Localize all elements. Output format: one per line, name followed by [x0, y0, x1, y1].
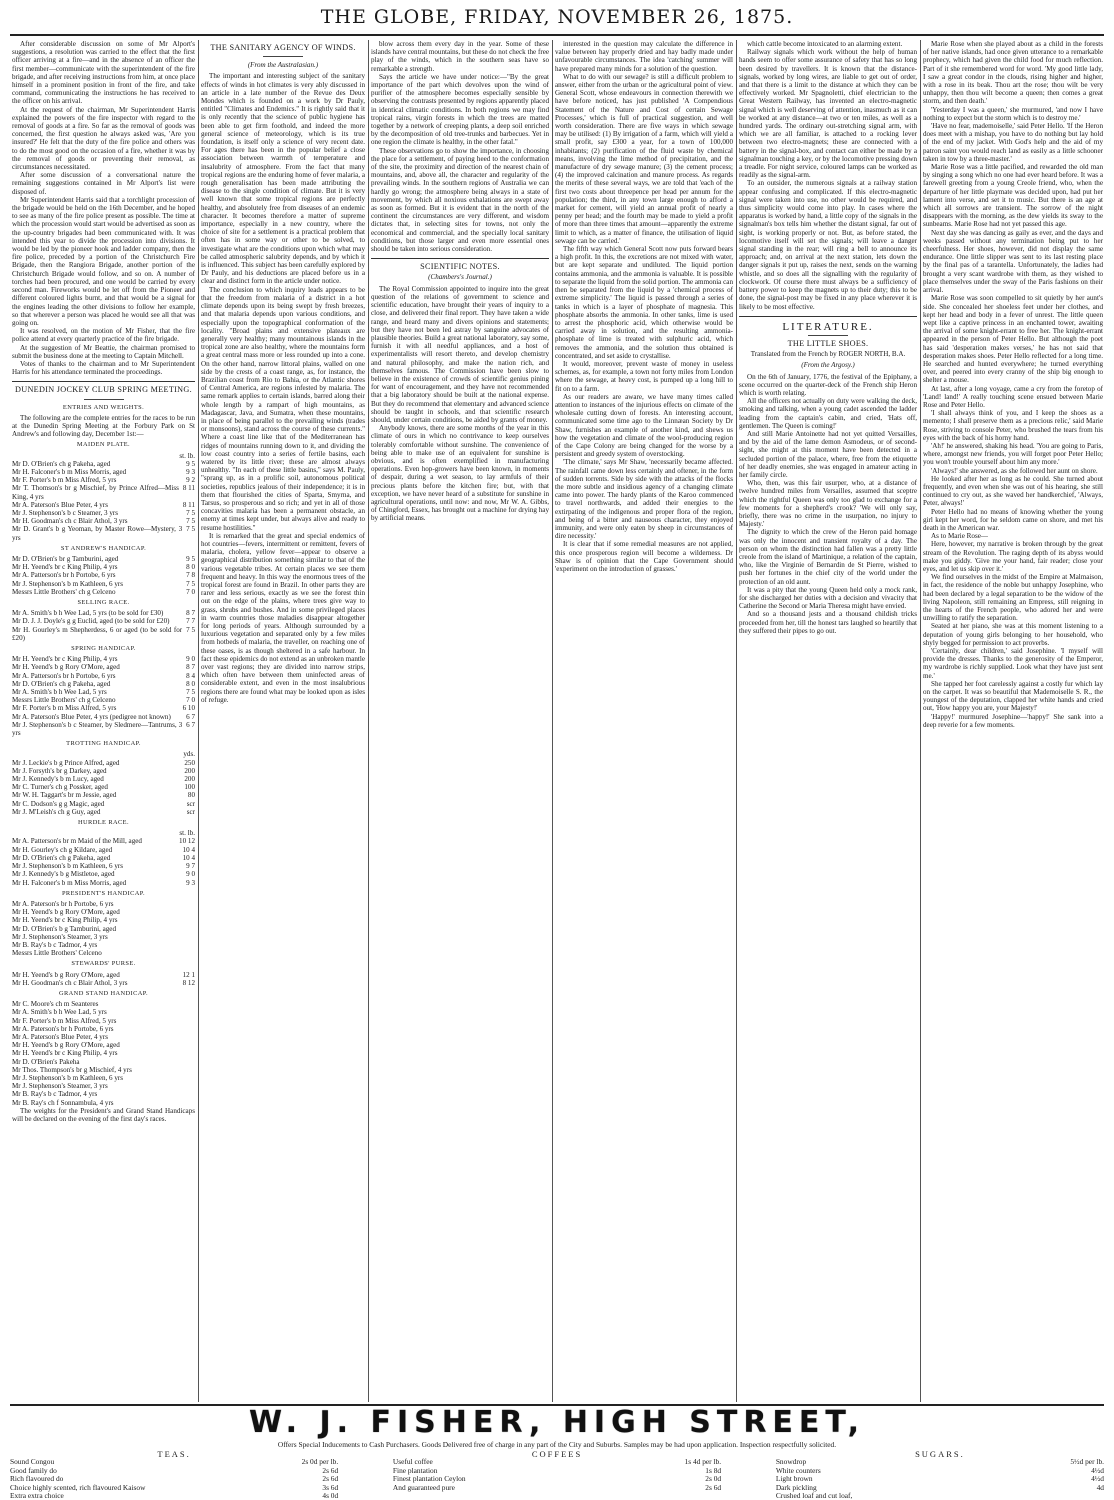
paragraph: 'Yesterday I was a queen,' she murmured, 'and now I have nothing to expect but the storm which is to destroy me.' [923, 105, 1103, 122]
entry-row [12, 713, 195, 721]
entry-name: Mr H. Yeend's br c King Philip, 4 yrs [12, 563, 118, 572]
column-6 [923, 40, 1103, 1402]
teas-heading: TEAS. [157, 1449, 191, 1459]
entry-row: Mr J. Stephenson's Steamer, 3 yrs [12, 932, 108, 941]
paragraph: Votes of thanks to the chairman and to Mr Superintendent Harris for his attendance terminated the proceedings. [12, 359, 195, 377]
paragraph: The Royal Commission appointed to inquire into the great question of the relations of government to science and scientific education, have brought their years of inquiry to a close, and delivered their final report. They have taken a wide range, and heard many and divers opinions and statements; but they have not been led astray by sanguine advocates of plausible theories. Build a great national laboratory, say some, furnish it with all needful appliances, and a host of experimentalists will resort thereto, and develop chemistry and natural philosophy, and make the nation rich, and themselves famous. The Commission have been slow to believe in the existence of crowds of scientific genius pining for want of encouragement, and they have not recommended that a big laboratory should be built at the national expense. But they do recommend that elementary and advanced science should be taught in schools, and that scientific research should, under certain conditions, be aided by grants of money. [371, 284, 549, 424]
entry-value: 9 0 [186, 870, 195, 879]
entry-value: 8 7 [186, 609, 195, 618]
column-divider [368, 40, 369, 1402]
entry-row [12, 971, 195, 979]
entry-value: 4s 0d [322, 1491, 339, 1500]
entry-row: Messrs Little Brothers' Celceno [12, 949, 102, 958]
entry-name: Good family do [10, 1465, 57, 1475]
paragraph: Mr Superintendent Harris said that a torchlight procession of the brigade would be held on the 16th December, and he hoped to see as many of the fire police present as possible. The time at which the procession would start would be advertised as soon as the up-country brigades had been communicated with. It was intended this year to divide the procession into divisions. It would be led by the pioneer hook and ladder company, then the fire police, preceded by a portion of the Christchurch Fire Brigade, then the Rangiora Brigade, another portion of the Christchurch Brigade would follow, and so on. A number of torches had been procured, and one would be carried by every second man. Fireworks would be let off from the Pioneer and different coloured lights burnt, and that would be a signal for the engines leading the other divisions to follow her example, so that wherever a person was placed he would see all that was going on. [12, 195, 195, 327]
entry-row [12, 672, 195, 680]
section-rule [739, 316, 917, 317]
entry-name: Mr J. Stephenson's b m Kathleen, 6 yrs [12, 862, 124, 871]
entry-name: White counters [775, 1465, 821, 1475]
entry-value: 9 0 [186, 655, 195, 664]
entry-row: Mr A. Paterson's br h Portobe, 6 yrs [12, 1024, 114, 1033]
paragraph: Marie Rose was a little pacified, and rewarded the old man by singing a song which no one had ever heard before. It was a farewell greeting from a young Creole friend, who, when the departure of her little playmate was decided upon, had put her lament into verse, and set it to music. But there is an age at which all sorrows are transient. The sorrow of the night disappears with the morning, as the dew yields its sway to the sunbeams. Marie Rose had not yet passed this age. [923, 163, 1103, 229]
entry-row [12, 759, 195, 767]
fisher-advertisement [10, 1404, 1104, 1500]
entry-name: Mr D. O'Brien's ch g Pakeha, aged [12, 459, 111, 468]
entry-row [12, 979, 195, 987]
entry-name: Dark pickling [775, 1482, 817, 1492]
entry-row [776, 1458, 1104, 1466]
section-rule [12, 381, 195, 382]
entry-name: Mr A. Smith's b h Wee Lad, 5 yrs (to be sold for £30) [12, 609, 164, 618]
entry-name: Finest plantation Ceylon [392, 1474, 466, 1484]
entry-name: And guaranteed pure [392, 1482, 455, 1492]
entry-row [12, 688, 195, 696]
entry-name: Mr J. Stephenson's b c Steamer, by Sledmere—Tantrums, 3 yrs [12, 720, 183, 738]
paragraph: We find ourselves in the midst of the Empire at Malmaison, in fact, the residence of the noble but unhappy Josephine, who had been declared by a legal separation to be the widow of the living Napoleon, still remaining an Empress, still reigning in the hearts of the French people, who adored her and were unwilling to ratify the separation. [923, 573, 1103, 623]
entry-row: Mr J. Stephenson's b m Kathleen, 6 yrs [12, 1073, 124, 1082]
entry-name: Mr A. Patterson's br h Portobe, 6 yrs [12, 571, 116, 580]
short-rule [84, 399, 124, 400]
entry-row [12, 808, 195, 816]
entry-value: 7 0 [186, 587, 195, 596]
entry-value: 7 5 [186, 508, 195, 517]
entry-value: 6 7 [186, 712, 195, 721]
paragraph: It was resolved, on the motion of Mr Fisher, that the fire police attend at every quarterly practice of the fire brigade. [12, 327, 195, 344]
entry-name: Mr J. Leckie's b g Prince Alfred, aged [12, 758, 120, 767]
entry-value: 9 7 [186, 862, 195, 871]
entry-row [12, 767, 195, 775]
advertisement-tagline: Offers Special Inducements to Cash Purchasers. Goods Delivered free of charge in any part of the City and Suburbs. Samples may be had upon application. Inspection respectfully solicited. [277, 1440, 837, 1449]
grand-stand-heading: GRAND STAND HANDICAP. [58, 989, 149, 997]
entry-value: 8 4 [186, 671, 195, 680]
paragraph: 'Ah!' he answered, shaking his head. 'You are going to Paris, where, amongst new friends, you will forget poor Peter Hello; you won't trouble yourself about him any more.' [923, 441, 1103, 467]
paragraph: 'Have no fear, mademoiselle,' said Peter Hello. 'If the Heron does meet with a mishap, you have to do nothing but lay hold of the end of my jacket. With God's help and the aid of my patron saint you would reach land as easily as a little schooner taken in tow by a three-master.' [923, 122, 1103, 163]
spring-heading: SPRING HANDICAP. [71, 645, 136, 653]
trotting-heading: TROTTING HANDICAP. [66, 740, 141, 748]
selling-entries [12, 609, 195, 642]
entry-row [12, 571, 195, 579]
entry-name: Mr D. O'Brien's br g Tamburini, aged [12, 554, 119, 563]
presidents-heading: PRESIDENT'S HANDICAP. [61, 889, 146, 897]
entry-value: scr [186, 799, 195, 808]
entry-name: Snowdrop [775, 1457, 807, 1467]
entry-name: Mr A. Patterson's br m Maid of the Mill, aged [12, 837, 142, 846]
entry-value: 7 5 [186, 525, 195, 534]
entry-name: Mr A. Paterson's Blue Peter, 4 yrs [12, 500, 108, 509]
entry-row [776, 1467, 1104, 1475]
article-title: THE SANITARY AGENCY OF WINDS. [210, 43, 356, 52]
entry-row [12, 501, 195, 509]
column-5 [739, 40, 917, 1402]
entry-row [12, 846, 195, 854]
entry-row: Mr A. Smith's b h Wee Lad, 5 yrs [12, 1008, 107, 1017]
entry-row: Mr H. Yeend's b g Rory O'More, aged [12, 908, 120, 917]
paragraph: Marie Rose was soon compelled to sit quietly by her aunt's side. She concealed her shoeless feet under her clothes, and kept her head and body in a fever of unrest. The little queen wept like a captive princess in an enchanted tower, awaiting the arrival of some knight-errant to free her. The knight-errant appeared in the person of Peter Hello. But although the poet has said 'desperation makes verses,' he has not said that desperation makes shoes. Peter Hello reflected for a long time. He searched and hunted everywhere; he turned everything over, and peered into every cranny of the ship big enough to shelter a mouse. [923, 294, 1103, 385]
entry-row [10, 1458, 338, 1466]
entry-row [12, 617, 195, 625]
paragraph: And so a thousand jests and a thousand childish tricks proceeded from her, till the honest tars laughed so heartily that they suffered their pipes to go out. [739, 610, 917, 635]
entry-row [10, 1484, 338, 1492]
paragraph: 'Happy!' murmured Josephine—'happy!' She sank into a deep reverie for a few moments. [923, 712, 1103, 729]
paragraph: It is clear that if some remedial measures are not applied, this once prosperous region will become a wilderness. Dr Shaw is of opinion that the Cape Government should 'experiment on the introduction of grasses.' [555, 540, 733, 573]
entry-name: Mr H. Gourley's ch g Kildare, aged [12, 845, 113, 854]
entry-value: 10 4 [182, 845, 195, 854]
column-1 [12, 40, 195, 1402]
article-source: (From the Australasian.) [247, 61, 319, 70]
entry-row [12, 655, 195, 663]
entry-row: Mr F. Porter's b m Miss Alfred, 5 yrs [12, 1016, 117, 1025]
paragraph: 'Certainly, dear children,' said Josephine. 'I myself will provide the dresses. Thanks to the generosity of the Emperor, my wardrobe is richly supplied. Look what they have just sent me.' [923, 647, 1103, 680]
column-divider [920, 40, 921, 1402]
entry-row: Mr B. Ray's b c Tadmor, 4 yrs [12, 1090, 98, 1099]
paragraph: All the officers not actually on duty were walking the deck, smoking and talking, when a young cadet ascended the ladder leading from the captain's cabin, and cried, 'Hats off, gentlemen. The Queen is coming!' [739, 397, 917, 430]
maiden-plate-heading: MAIDEN PLATE. [76, 441, 131, 449]
entry-row: Mr C. Moore's ch m Seanteres [12, 1000, 99, 1009]
story-source: (From the Argosy.) [801, 361, 855, 370]
trotting-entries [12, 759, 195, 816]
paragraph: And still Marie Antoinette had not yet quitted Versailles, and by the aid of the lame demon Asmodeus, or of second-sight, she might at this moment have been detected in a secluded portion of the palace, where, free from the etiquette of her deadly enemies, she was engaged in amateur acting in her family circle. [739, 429, 917, 479]
entry-name: Mr H. Gourley's m Shepherdess, 6 or aged (to be sold for £20) [12, 625, 183, 642]
entry-name: Mr H. Falconer's b m Miss Morris, aged [12, 467, 127, 476]
entry-row [12, 609, 195, 617]
entry-row [12, 509, 195, 517]
entry-name: Mr J. M'Leish's ch g Guy, aged [12, 807, 101, 816]
paragraph: As our readers are aware, we have many times called attention to instances of the injurious effects on climate of the wholesale cutting down of forests. An interesting account, communicated some time ago to the Linnæan Society by Dr Shaw, furnishes an example of another kind, and shews us how the vegetation and climate of the wool-producing region of the Cape Colony are being changed for the worse by a persistent and greedy system of overstocking. [555, 392, 733, 459]
entry-row [12, 837, 195, 845]
paragraph: He looked after her as long as he could. She turned about frequently, and even when she was out of his hearing, she still continued to cry out, as she waved her handkerchief, 'Always, Peter, always!' [923, 474, 1103, 508]
jockey-club-heading: DUNEDIN JOCKEY CLUB SPRING MEETING. [15, 385, 192, 395]
entry-value: 8 0 [186, 679, 195, 688]
entry-value: 7 5 [186, 517, 195, 526]
entry-value: 250 [184, 758, 195, 767]
paragraph: which cattle become intoxicated to an alarming extent. [747, 40, 903, 48]
paragraph: The following are the complete entries for the races to be run at the Dunedin Spring Meeting at the Forbury Park on St Andrew's and following day, December 1st:— [12, 413, 195, 439]
entry-row [12, 525, 195, 541]
paragraph: The conclusion to which inquiry leads appears to be that the freedom from malaria of a district in a hot climate depends upon its being swept by fresh breezes, and that malaria depends upon various conditions, and especially upon the topographical conformation of the locality. "Broad plains and extensive plateaux are generally very healthy; many mountainous islands in the tropical zone are also healthy, where the mountains form a great central mass more or less rounded up into a cone. On the other hand, narrow littoral plains, walled on one side by the crests of a coast range, as, for instance, the Brazilian coast from Rio to Bahia, or the Atlantic shores of Central America, are regions infested by malaria. The same remark applies to certain islands, barred along their whole length by a rampart of high mountains, as Madagascar, Java, and Sumatra, when these mountains, in place of being parallel to the prevailing winds (trades or monsoons), stand across the course of these currents." Where a coast line like that of the Mediterranean has ridges of mountains running down to it, and dividing the low coast country into a series of fertile basins, each watered by its little river; these are almost always unhealthy. "In each of these little basins," says M. Pauly, "sprang up, as in a prolific soil, autonomous political societies, republics jealous of their independence; it is in them that flourished the cities of Sparta, Smyrna, and Tarsus, so prosperous and so rich; and yet in all of those concavities malaria has been a permanent obstacle, an enemy at times kept under, but always alive and ready to resume hostilities." [201, 285, 365, 532]
entry-value: 80 [187, 791, 195, 800]
entry-value: 8 0 [186, 563, 195, 572]
grand-stand-entries [12, 1000, 195, 1107]
entry-row [12, 484, 195, 500]
entry-value: 9 5 [186, 459, 195, 468]
entry-value: 2s 6d [705, 1482, 722, 1492]
entry-row: Mr H. Yeend's br c King Philip, 4 yrs [12, 916, 118, 925]
entry-name: Mr J. Stephenson's b m Kathleen, 6 yrs [12, 579, 124, 588]
entry-name: Mr H. Falconer's b m Miss Morris, aged [12, 878, 127, 887]
column-divider [198, 40, 199, 1402]
standrews-heading: ST ANDREW'S HANDICAP. [60, 544, 147, 552]
entry-row: Mr D. O'Brien's Pakeha [12, 1057, 80, 1066]
paragraph: Here, however, my narrative is broken through by the great stream of the Revolution. The raging depth of its abyss would make you giddy. 'Give me your hand, fair reader; close your eyes, and let us skip over it.' [923, 540, 1103, 573]
paragraph: The important and interesting subject of the sanitary effects of winds in hot climates is very ably discussed in an article in a late number of the Revue des Deux Mondes which is founded on a work by Dr Pauly, entitled "Climates and Endemics." It is rightly said that it is only recently that the science of public hygiene has been able to get firm foothold, and indeed the more general science of meteorology, which is its true foundation, is itself only a science of very recent date. For ages there has been in the popular belief a close association between warmth of temperature and insalubrity of atmosphere. From the fact that many tropical regions are the enduring home of fever malaria, a rough generalisation has been made attributing the disease to the single condition of climate. But it is very well known that some tropical regions are perfectly healthy, and absolutely free from diseases of an endemic character. It becomes therefore a matter of supreme importance, especially in a new country, where the choice of site for a settlement is a practical problem that often has in some way or other to be solved, to investigate what are the conditions upon which what may be called atmospheric salubrity depends, and by which it is influenced. This subject has been carefully explored by Dr Pauly, and his deductions are placed before us in a clear and distinct form in the article under notice. [201, 72, 365, 286]
entry-value: 4d [1096, 1482, 1104, 1492]
entry-row [12, 580, 195, 588]
paragraph: It is remarked that the great and special endemics of hot countries—fevers, intermittent or remittent, fevers of malaria, cholera, yellow fever—appear to observe a geographical distribution something similar to that of the various vegetable tribes. At certain places we see them frequent and heavy. In this way the enormous trees of the tropical forest are found in Brazil. In other parts they are rarer and less serious, exactly as we see the forest thin out on the edge of the plains, where trees give way to grass, shrubs and bushes. And in some privileged places in warm countries those maladies disappear altogether for long periods of years. Although surrounded by a luxurious vegetation and separated only by a few miles from hotbeds of malaria, the traveller, on reaching one of these oases, is as though sheltered in a safe harbour. In fact these epidemics do not extend as an unbroken mantle over vast regions; they are divided into narrow strips, which often have between them uninfected areas of considerable extent, and even in the most insalubrious regions there are found what may be looked upon as isles of refuge. [201, 531, 365, 704]
entry-row [776, 1484, 1104, 1492]
paragraph: Next day she was dancing as gaily as ever, and the days and weeks passed without any termination being put to her cheerfulness. Her shoes, however, did not display the same endurance. One little slipper was sent to its last resting place by the final pas of a tarantella. Unfortunately, the ladies had brought a very scant wardrobe with them, as they wished to place themselves under the sway of the Paris fashions on their arrival. [923, 228, 1103, 295]
maiden-entries [12, 460, 195, 542]
entry-value: 9 5 [186, 554, 195, 563]
entry-value: 100 [184, 783, 195, 792]
entry-row [12, 862, 195, 870]
entry-row [12, 626, 195, 642]
coffees-heading: COFFEES [531, 1449, 583, 1459]
stewards-entries [12, 971, 195, 987]
teas-price-list [10, 1450, 338, 1500]
masthead-rule [10, 34, 1104, 36]
entry-value: 9 3 [186, 878, 195, 887]
paragraph: At last, after a long voyage, came a cry from the foretop of 'Land! land!' A really touching scene ensued between Marie Rose and Peter Hello. [923, 384, 1103, 409]
entry-row [12, 476, 195, 484]
entry-name: Mr J. Forsyth's br g Darkey, aged [12, 766, 107, 775]
entry-row [393, 1484, 721, 1492]
short-rule [263, 56, 303, 57]
entry-value: 8 7 [186, 663, 195, 672]
entry-value: 10 12 [179, 837, 195, 846]
entry-value: 7 5 [186, 625, 195, 634]
coffees-price-list [393, 1450, 721, 1500]
entry-name: Mr J. Kennedy's b m Lucy, aged [12, 775, 104, 784]
entry-row [393, 1458, 721, 1466]
entry-value: 1s 4d per lb. [684, 1457, 722, 1467]
entry-name: Mr D. J. J. Doyle's g g Euclid, aged (to be sold for £20) [12, 617, 170, 626]
entry-name: Mr D. O'Brien's ch g Pakeha, aged [12, 679, 111, 688]
entry-row [12, 696, 195, 704]
entry-value: 200 [184, 766, 195, 775]
spring-entries [12, 655, 195, 737]
paragraph: Railway signals which work without the help of human hands seem to offer some assurance of safety that has so long been desired by travellers. It is known that the distance-signals, worked by long wires, are liable to get out of order, and that there is a limit to the distance at which they can be effectively worked. Mr Spagnoletti, chief electrician to the Great Western Railway, has invented an electro-magnetic signal which is well deserving of attention, inasmuch as it can be worked at any distance—at two or ten miles, as well as a hundred yards. The ordinary out-stretching signal arm, with which we are all familiar, is attached to a rocking lever between two electro-magnets; these are connected with a battery in the signal-box, and contact can either be made by a signalman touching a key, or by the locomotive pressing down a treadle. For night service, coloured lamps can be worked as readily as the signal-arm. [739, 48, 917, 180]
entry-row [10, 1492, 338, 1500]
entry-value: 6 7 [186, 720, 195, 729]
entry-value: 4½d [1091, 1474, 1104, 1484]
entry-name: Mr F. Porter's b m Miss Alfred, 5 yrs [12, 476, 117, 485]
paragraph: She tapped her foot carelessly against a costly fur which lay on the carpet. It was so beautiful that Mademoiselle S. R., the youngest of the deputation, clapped her white hands and cried out, 'How happy you are, your Majesty!' [923, 679, 1103, 713]
entry-value: 8 11 [182, 500, 195, 509]
entry-name: Mr A. Paterson's Blue Peter, 4 yrs (pedigree not known) [12, 712, 171, 721]
short-rule [808, 335, 848, 336]
entry-row [12, 460, 195, 468]
paragraph: Anybody knows, there are some months of the year in this climate of ours in which no contrivance to keep ourselves tolerably comfortable without sunshine. The convenience of being able to make use of an equivalent for sunshine is obvious, and is often exemplified in manufacturing operations. Even hop-growers have been known, in moments of despair, during a wet season, to lay armfuls of their precious plants before the kitchen fire; but, with that exception, we have never heard of a substitute for sunshine in agricultural operations, until now: and now, Mr W. A. Gibbs, of Chingford, Essex, has brought out a machine for drying hay by artificial means. [371, 424, 549, 523]
entry-name: Rich flavoured do [10, 1474, 64, 1484]
entry-value: 2s 6d [322, 1465, 339, 1475]
entry-value: 9 2 [186, 476, 195, 485]
entry-row [12, 870, 195, 878]
entry-value: 8 12 [182, 978, 195, 987]
entry-row [12, 879, 195, 887]
paragraph: After some discussion of a conversational nature the remaining suggestions contained in Mr Alport's list were disposed of. [12, 171, 195, 196]
column-3 [371, 40, 549, 1402]
paragraph: The fifth way which General Scott now puts forward bears a high profit. In this, the excretions are not mixed with water, but are kept separate and undiluted. The liquid portion contains ammonia, and the ammonia is valuable. It is possible to separate the liquid from the solid portion. The ammonia can then be separated from the liquid by a 'chemical process of extreme simplicity.' The liquid is passed through a series of tanks in which is a layer of phosphate of magnesia. This phosphate absorbs the ammonia. In other tanks, lime is used to arrest the phosphoric acid, which otherwise would be carried away in solution, and the resulting ammonia-phosphate of lime is treated with sulphuric acid, which removes the ammonia, and the solution thus obtained is concentrated, and set aside to crystallise. [555, 245, 733, 360]
paragraph: interested in the question may calculate the difference in value between hay properly dried and hay badly made under unfavourable circumstances. The idea 'catching' summer will have prepared many minds for a solution of the question. [555, 40, 733, 73]
entry-row [12, 555, 195, 563]
entry-name: Mr D. Grant's b g Yeoman, by Master Rowe—Mystery, 3 yrs [12, 525, 183, 542]
entry-name: Mr D. O'Brien's ch g Pakeha, aged [12, 853, 111, 862]
entry-name: Mr J. Stephenson's b c Steamer, 3 yrs [12, 508, 119, 517]
entry-row [12, 704, 195, 712]
paragraph: 'I shall always think of you, and I keep the shoes as a memento; I shall preserve them as a precious relic,' said Marie Rose, striving to console Peter, who brushed the tears from his eyes with the back of his horny hand. [923, 409, 1103, 442]
entry-name: Mr H. Yeend's br c King Philip, 4 yrs [12, 655, 118, 664]
entry-row: Mr J. Stephenson's Steamer, 3 yrs [12, 1082, 108, 1091]
entry-name: Mr A. Smith's b h Wee Lad, 5 yrs [12, 688, 107, 697]
entry-value: 7 8 [186, 571, 195, 580]
column-divider [552, 40, 553, 1402]
paragraph: Marie Rose when she played about as a child in the forests of her native islands, had once given utterance to a remarkable prophecy, which had given the child food for much reflection. Part of it she remembered word for word. 'My good little lady, I saw a great condor in the clouds, rising higher and higher, with a rose in its beak. Thou art the rose; thou wilt be very unhappy, then thou wilt become a queen; then comes a great storm, and then death.' [923, 40, 1103, 106]
entry-value: 5½d per lb. [1070, 1457, 1104, 1467]
column-2 [201, 40, 365, 1402]
hurdle-entries [12, 837, 195, 886]
yards-unit: yds. [183, 750, 195, 759]
stewards-heading: STEWARDS' PURSE. [71, 960, 136, 968]
entry-row [12, 791, 195, 799]
paragraph: At the suggestion of Mr Beattie, the chairman promised to submit the business done at the meeting to Captain Mitchell. [12, 343, 195, 360]
entry-row: Mr A. Paterson's Blue Peter, 4 yrs [12, 1032, 108, 1041]
entry-value: 200 [184, 775, 195, 784]
entry-name: Choice highly scented, rich flavoured Kaisow [10, 1482, 146, 1492]
entry-name: Fine plantation [392, 1465, 438, 1475]
column-4 [555, 40, 733, 1402]
entry-row: Mr H. Yeend's br c King Philip, 4 yrs [12, 1049, 118, 1058]
entry-value: 6 10 [182, 704, 195, 713]
entry-row [12, 468, 195, 476]
weight-unit: st. lb. [179, 829, 195, 838]
entry-value: 7 5 [186, 688, 195, 697]
entry-row: Mr B. Ray's ch f Sonnambula, 4 yrs [12, 1098, 114, 1107]
article-source: (Chambers's Journal.) [428, 273, 492, 282]
sugars-price-list [776, 1450, 1104, 1500]
entry-name: Mr A. Patterson's br h Portobe, 6 yrs [12, 671, 116, 680]
entry-row [12, 563, 195, 571]
translator-line: Translated from the French by ROGER NORTH, B.A. [750, 350, 906, 359]
selling-heading: SELLING RACE. [77, 599, 130, 606]
entry-value: 8 11 [182, 484, 195, 493]
entry-name: Mr W. H. Taggart's br m Jessie, aged [12, 791, 117, 800]
weight-unit: st. lb. [179, 451, 195, 460]
entry-name: Mr H. Goodman's ch c Blair Athol, 3 yrs [12, 517, 128, 526]
paragraph: After considerable discussion on some of Mr Alport's suggestions, a resolution was carried to the effect that the first officer arriving at a fire—and in the absence of an officer the first member—communicate with the superintendent of the fire brigade, and after receiving instructions from him, at once place himself in a prominent position in front of the fire, and take command, communicating the instructions he has received to the officer on his arrival. [12, 40, 195, 106]
entry-row: Mr Thos. Thompson's br g Mischief, 4 yrs [12, 1065, 132, 1074]
entry-value: scr [186, 807, 195, 816]
paragraph: 'Always!' she answered, as she followed her aunt on shore. [931, 466, 1098, 475]
paragraph: Who, then, was this fair usurper, who, at a distance of twelve hundred miles from Versailles, assumed that sceptre which the rightful Queen was only too glad to exchange for a few moments for a shepherd's crook? 'We will only say, briefly, there was no crime in the usurpation, no injury to Majesty.' [739, 479, 917, 529]
presidents-entries [12, 900, 195, 957]
entry-value: 7 0 [186, 696, 195, 705]
entry-row [12, 783, 195, 791]
literature-heading: LITERATURE. [782, 320, 874, 333]
entry-name: Light brown [775, 1474, 813, 1484]
paragraph: At the request of the chairman, Mr Superintendent Harris explained the powers of the fire inspector with regard to the removal of goods at a fire. So far as the removal of goods was concerned, the first question he always asked was, 'Are you insured?' He felt that the duty of the fire police and others was to do the most good on the occasion of a fire, whether it was by the removal of goods or preventing their removal, as circumstances necessitated. [12, 105, 195, 172]
advertiser-name: W. J. FISHER, HIGH STREET, [248, 1405, 866, 1440]
paragraph: The dignity to which the crew of the Heron paid homage was only the innocent and transient royalty of a day. The person on whom the distinction had fallen was a pretty little creole from the island of Martinique, a relation of the captain, who, like the Virginie of Bernardin de St Pierre, wished to push her fortunes in the chief city of the world under the protection of an old aunt. [739, 528, 917, 586]
entry-name: Mr C. Dodson's g g Magic, aged [12, 799, 105, 808]
entry-value: 2s 6d [322, 1474, 339, 1484]
entry-name: Mr H. Yeend's b g Rory O'More, aged [12, 970, 120, 979]
entry-row [10, 1475, 338, 1483]
paragraph: As to Marie Rose— [931, 532, 988, 541]
entry-row: Mr A. Paterson's br h Portobe, 6 yrs [12, 899, 114, 908]
entry-row: Mr H. Yeend's b g Rory O'More, aged [12, 1041, 120, 1050]
section-rule [371, 258, 549, 259]
entry-name: Mr H. Goodman's ch c Blair Athol, 3 yrs [12, 978, 128, 987]
entry-value: 2s 0d [705, 1474, 722, 1484]
entry-name: Sound Congou [10, 1457, 55, 1467]
entry-value: 12 1 [182, 970, 195, 979]
hurdle-heading: HURDLE RACE. [78, 819, 129, 827]
paragraph: What to do with our sewage? is still a difficult problem to answer, either from the urban or the agricultural point of view. General Scott, whose endeavours in connection therewith we have before noticed, has just published 'A Compendious Statement of the Nature and Cost of certain Sewage Processes,' which is full of practical suggestion, and well worth consideration. There are five ways in which sewage may be utilised: (1) By irrigation of a farm, which will yield a small profit, say £300 a year, for a town of 100,000 inhabitants; (2) purification of the fluid waste by chemical means, involving the lime method of precipitation, and the manufacture of dry sewage manure; (3) the cement process; (4) the improved calcination and manure process. As regards the merits of these several ways, we are told that 'each of the first two costs about threepence per head per annum for the population; the third, in any town large enough to afford a market for cement, will yield an annual profit of nearly a penny per head; and the fourth may be made to yield a profit of more than three times that amount—apparently the extreme limit to which, as a matter of finance, the utilisation of liquid sewage can be carried.' [555, 72, 733, 245]
paragraph: On the 6th of January, 1776, the festival of the Epiphany, a scene occurred on the quarter-deck of the French ship Heron which is worth relating. [739, 372, 917, 397]
entry-name: Mr C. Turner's ch g Possker, aged [12, 783, 108, 792]
story-title: THE LITTLE SHOES. [787, 338, 869, 348]
entry-value: 7 7 [186, 617, 195, 626]
entry-row [393, 1475, 721, 1483]
entry-name: Messrs Little Brothers' ch g Celceno [12, 587, 116, 596]
paragraph: Says the article we have under notice:—"By the great importance of the part which devolves upon the wind of purifier of the atmosphere becomes especially sensible by observing the contrasts presented by regions apparently placed in identical climatic conditions. In both regions we may find tropical rains, virgin forests in which the trees are matted together by a network of creeping plants, a deep soil enriched by the decomposition of old tree-trunks and barbecues. Yet in one region the climate is healthy, in the other fatal." [371, 72, 549, 147]
paragraph: Peter Hello had no means of knowing whether the young girl kept her word, for he seldom came on shore, and met his death in the American war. [923, 507, 1103, 532]
entry-value: 10 4 [182, 853, 195, 862]
paragraph: Seated at her piano, she was at this moment listening to a deputation of young girls belonging to her household, who shyly begged for permission to act proverbs. [923, 622, 1103, 647]
entry-row [12, 680, 195, 688]
paragraph: blow across them every day in the year. Some of these islands have central mountains, but these do not check the free play of the winds, which in the southern seas have so remarkable a strength. [371, 40, 549, 73]
entry-value: 4½d [1091, 1465, 1104, 1475]
entry-row [12, 854, 195, 862]
entry-name: Crushed loaf and cut loaf, [775, 1491, 853, 1500]
entry-name: Extra extra choice [10, 1491, 64, 1500]
entry-name: Mr T. Thomson's br g Mischief, by Prince Alfred—Miss King, 4 yrs [12, 484, 179, 501]
entry-value: 2s 0d per lb. [301, 1457, 339, 1467]
entry-name: Mr F. Porter's b m Miss Alfred, 5 yrs [12, 704, 117, 713]
sugars-heading: SUGARS. [915, 1449, 965, 1459]
column-divider [736, 40, 737, 1402]
entry-name: Mr J. Kennedy's b g Mistletoe, aged [12, 870, 115, 879]
entry-row [12, 800, 195, 808]
entry-name: Mr H. Yeend's b g Rory O'More, aged [12, 663, 120, 672]
scientific-notes-heading: SCIENTIFIC NOTES. [420, 262, 500, 272]
entry-row [12, 721, 195, 737]
entry-row [12, 775, 195, 783]
masthead: THE GLOBE, FRIDAY, NOVEMBER 26, 1875. [320, 6, 794, 28]
entry-row [12, 663, 195, 671]
entry-row [776, 1475, 1104, 1483]
standrews-entries [12, 555, 195, 596]
entry-row: Mr D. O'Brien's b g Tamburini, aged [12, 924, 116, 933]
entry-row [776, 1492, 1104, 1500]
entry-row [12, 588, 195, 596]
entry-value: 9 3 [186, 467, 195, 476]
paragraph: It would, moreover, prevent waste of money in useless schemes, as, for example, a town not forty miles from London where the sewage, at heavy cost, is pumped up a long hill to fit on to a farm. [555, 359, 733, 393]
paragraph: To an outsider, the numerous signals at a railway station appear confusing and complicated. If this electro-magnetic signal were taken into use, no other would be required, and thus simplicity would come into play. In cases where the apparatus is worked by hand, a little copy of the signals in the signalman's box tells him whether the distant signal, far out of sight, is working properly or not. But, as before stated, the locomotive itself will set the signals; will leave a danger signal standing in the rear; will ring a bell to announce its approach; and, on arrival at the next station, lets down the danger signals it put up, raises the next, sends on the warning whistle, and so does all the signalling with the regularity of clockwork. Of course there must always be a sufficiency of battery power to keep the magnets up to their duty; this to be done, the signal-post may be fixed in any place wherever it is likely to be most effective. [739, 179, 917, 311]
entry-value: 1s 8d [705, 1465, 722, 1475]
entries-heading: ENTRIES AND WEIGHTS. [62, 403, 145, 411]
entry-name: Messrs Little Brothers' ch g Celceno [12, 696, 116, 705]
entry-name: Useful coffee [392, 1457, 433, 1467]
paragraph: These observations go to show the importance, in choosing the place for a settlement, of paying heed to the conformation of the site, the proximity and direction of the nearest chain of mountains, and, above all, the character and regularity of the prevailing winds. In the southern regions of Australia we can hardly go wrong; the atmosphere being always in a state of movement, by which all noxious exhalations are swept away as soon as formed. But it is evident that in the north of the continent the circumstances are very different, and wisdom dictates that, in selecting sites for towns, not only the economical and commercial, and the specially local sanitary conditions, but those larger and even more essential ones should be taken into serious consideration. [371, 146, 549, 254]
paragraph: It was a pity that the young Queen held only a mock rank, for she discharged her duties with a decision and vivacity that Catherine the Second or Maria Theresa might have envied. [739, 585, 917, 611]
entry-value: 3s 6d [322, 1482, 339, 1492]
entry-row: Mr B. Ray's b c Tadmor, 4 yrs [12, 940, 98, 949]
entry-row [12, 517, 195, 525]
paragraph: 'The climate,' says Mr Shaw, 'necessarily became affected. The rainfall came down less certainly and oftener, in the form of sudden torrents. Side by side with the attacks of the flocks the more subtle and insidious agency of a changing climate came into power. The hardy plants of the Karoo commenced to travel northwards, and added their energies to the extirpating of the indigenous and proper flora of the region, and being of a bitter and nauseous character, they enjoyed immunity, and were only eaten by sheep in circumstances of dire necessity.' [555, 458, 733, 541]
entry-value: 7 5 [186, 579, 195, 588]
paragraph: The weights for the President's and Grand Stand Handicaps will be declared on the evening of the first day's races. [12, 1106, 195, 1123]
